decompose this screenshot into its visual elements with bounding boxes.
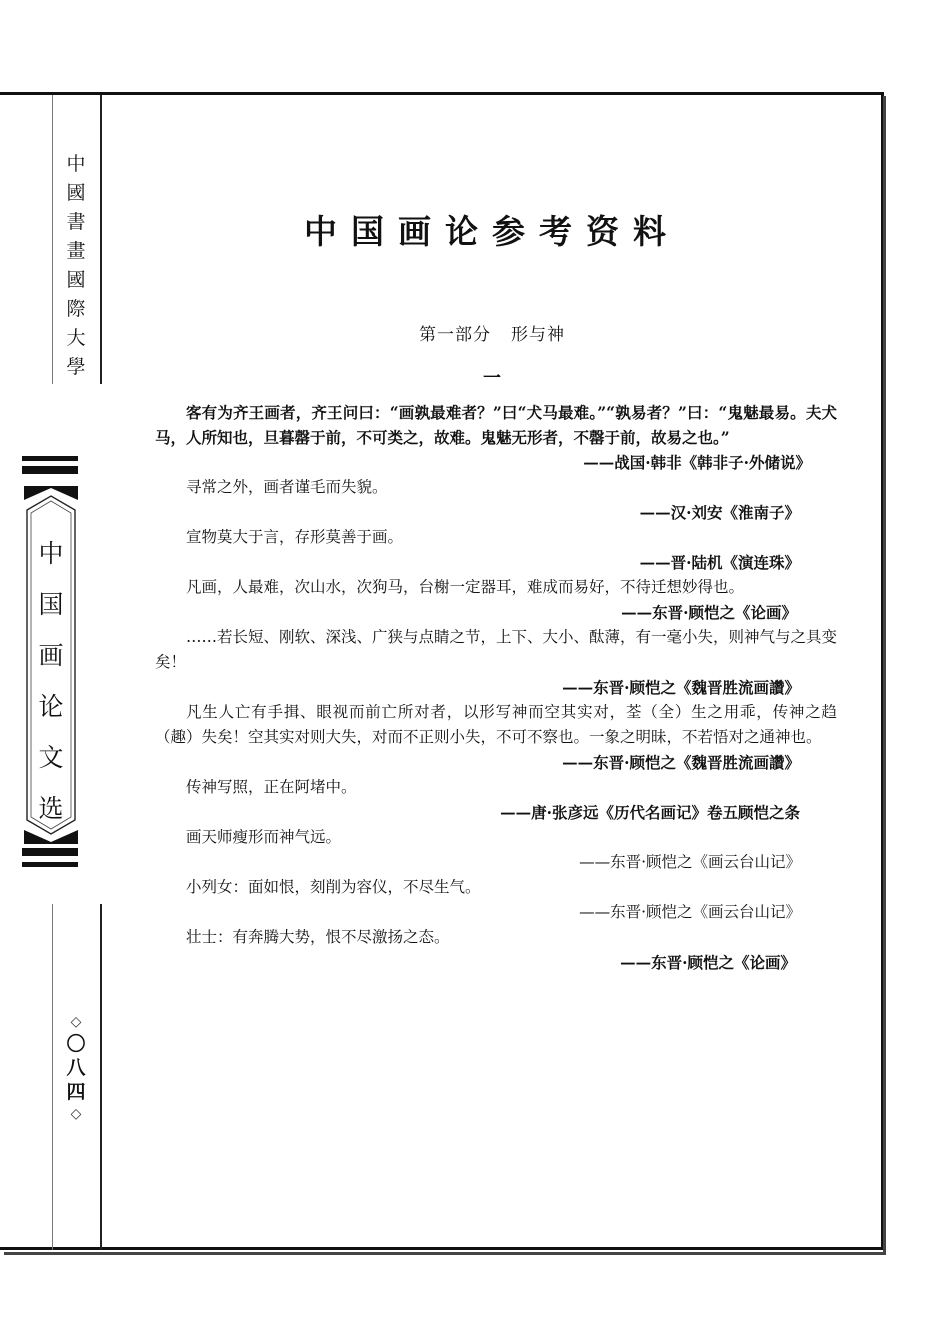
ornament-bar xyxy=(22,848,78,856)
quotation-source: ——东晋·顾恺之《论画》 xyxy=(621,603,797,622)
quotation-text: 宣物莫大于言，存形莫善于画。 xyxy=(186,528,404,546)
book-title xyxy=(24,528,78,834)
quotation-text: 凡画，人最难，次山水，次狗马，台榭一定器耳，难成而易好，不待迁想妙得也。 xyxy=(186,578,745,596)
quotation-text: 客有为齐王画者，齐王问曰：“画孰最难者？”曰“犬马最难。”“孰易者？”曰：“鬼魅最易。夫犬马，人所知也，旦暮罄于前，不可类之，故难。鬼魅无形者，不罄于前，故易之也。” xyxy=(155,403,837,447)
section-label: 第一部分 xyxy=(419,325,491,345)
institution-char: 國 xyxy=(66,182,86,204)
quotation-text: 寻常之外，画者谨毛而失貌。 xyxy=(186,478,388,496)
diamond-ornament: ◇ xyxy=(70,1014,82,1030)
institution-char: 畫 xyxy=(66,240,86,262)
book-title-char: 选 xyxy=(38,794,64,823)
frame-shadow-bottom xyxy=(4,1252,886,1255)
subsection-ordinal: 一 xyxy=(483,368,501,389)
quotation-source: ——东晋·顾恺之《魏晋胜流画讚》 xyxy=(562,753,800,772)
diamond-ornament: ◇ xyxy=(70,1106,82,1122)
quotation-source: ——汉·刘安《淮南子》 xyxy=(639,503,800,522)
institution-char: 學 xyxy=(66,356,86,378)
page-number xyxy=(62,1012,90,1124)
book-title-char: 中 xyxy=(38,539,64,568)
institution-char: 書 xyxy=(66,211,86,233)
quotation-source: ——东晋·顾恺之《魏晋胜流画讚》 xyxy=(562,678,800,697)
book-title-char: 国 xyxy=(38,590,64,619)
book-title-char: 论 xyxy=(38,692,64,721)
book-title-char: 文 xyxy=(38,743,64,772)
book-title-char: 画 xyxy=(38,641,64,670)
page-title: 中国画论参考资料 xyxy=(304,212,680,251)
institution-name xyxy=(62,150,90,382)
institution-char: 國 xyxy=(66,269,86,291)
quotation-source: ——东晋·顾恺之《论画》 xyxy=(620,953,796,972)
page-number-char: 〇 xyxy=(66,1033,86,1055)
quotation-source: ——唐·张彦远《历代名画记》卷五顾恺之条 xyxy=(500,803,800,822)
quotation-text: 传神写照，正在阿堵中。 xyxy=(186,778,357,796)
ornament-bar xyxy=(22,862,78,867)
quotation-text: ……若长短、刚软、深浅、广狭与点睛之节，上下、大小、酞薄，有一毫小失，则神气与之具变矣！ xyxy=(155,628,838,671)
quotation-text: 凡生人亡有手揖、眼视而前亡所对者，以形写神而空其实对，荃（全）生之用乖，传神之趋（趣）失矣！空其实对则大失，对而不正则小失，不可不察也。一象之明昧，不若悟对之通神也。 xyxy=(155,703,837,746)
ornament-bar xyxy=(22,466,78,474)
institution-char: 際 xyxy=(66,298,86,320)
frame-shadow-right xyxy=(883,96,886,1254)
quotation-text: 画天师瘦形而神气远。 xyxy=(186,828,342,846)
quotation-text: 壮士：有奔腾大势，恨不尽激扬之态。 xyxy=(186,928,450,946)
section-heading xyxy=(102,320,882,345)
quotation-source: ——东晋·顾恺之《画云台山记》 xyxy=(579,853,801,871)
quotation-source: ——战国·韩非《韩非子·外储说》 xyxy=(583,453,811,472)
page-number-char: 八 xyxy=(66,1057,86,1079)
quotation-text: 小列女：面如恨，刻削为容仪，不尽生气。 xyxy=(186,878,481,896)
quotation-source: ——东晋·顾恺之《画云台山记》 xyxy=(579,903,801,921)
ornament-bar xyxy=(22,456,78,461)
page-number-char: 四 xyxy=(66,1081,86,1103)
institution-char: 中 xyxy=(66,153,86,175)
quotation-source: ——晋·陆机《演连珠》 xyxy=(639,553,800,572)
section-topic: 形与神 xyxy=(511,325,565,345)
quotation-list xyxy=(155,400,837,975)
institution-char: 大 xyxy=(66,327,86,349)
